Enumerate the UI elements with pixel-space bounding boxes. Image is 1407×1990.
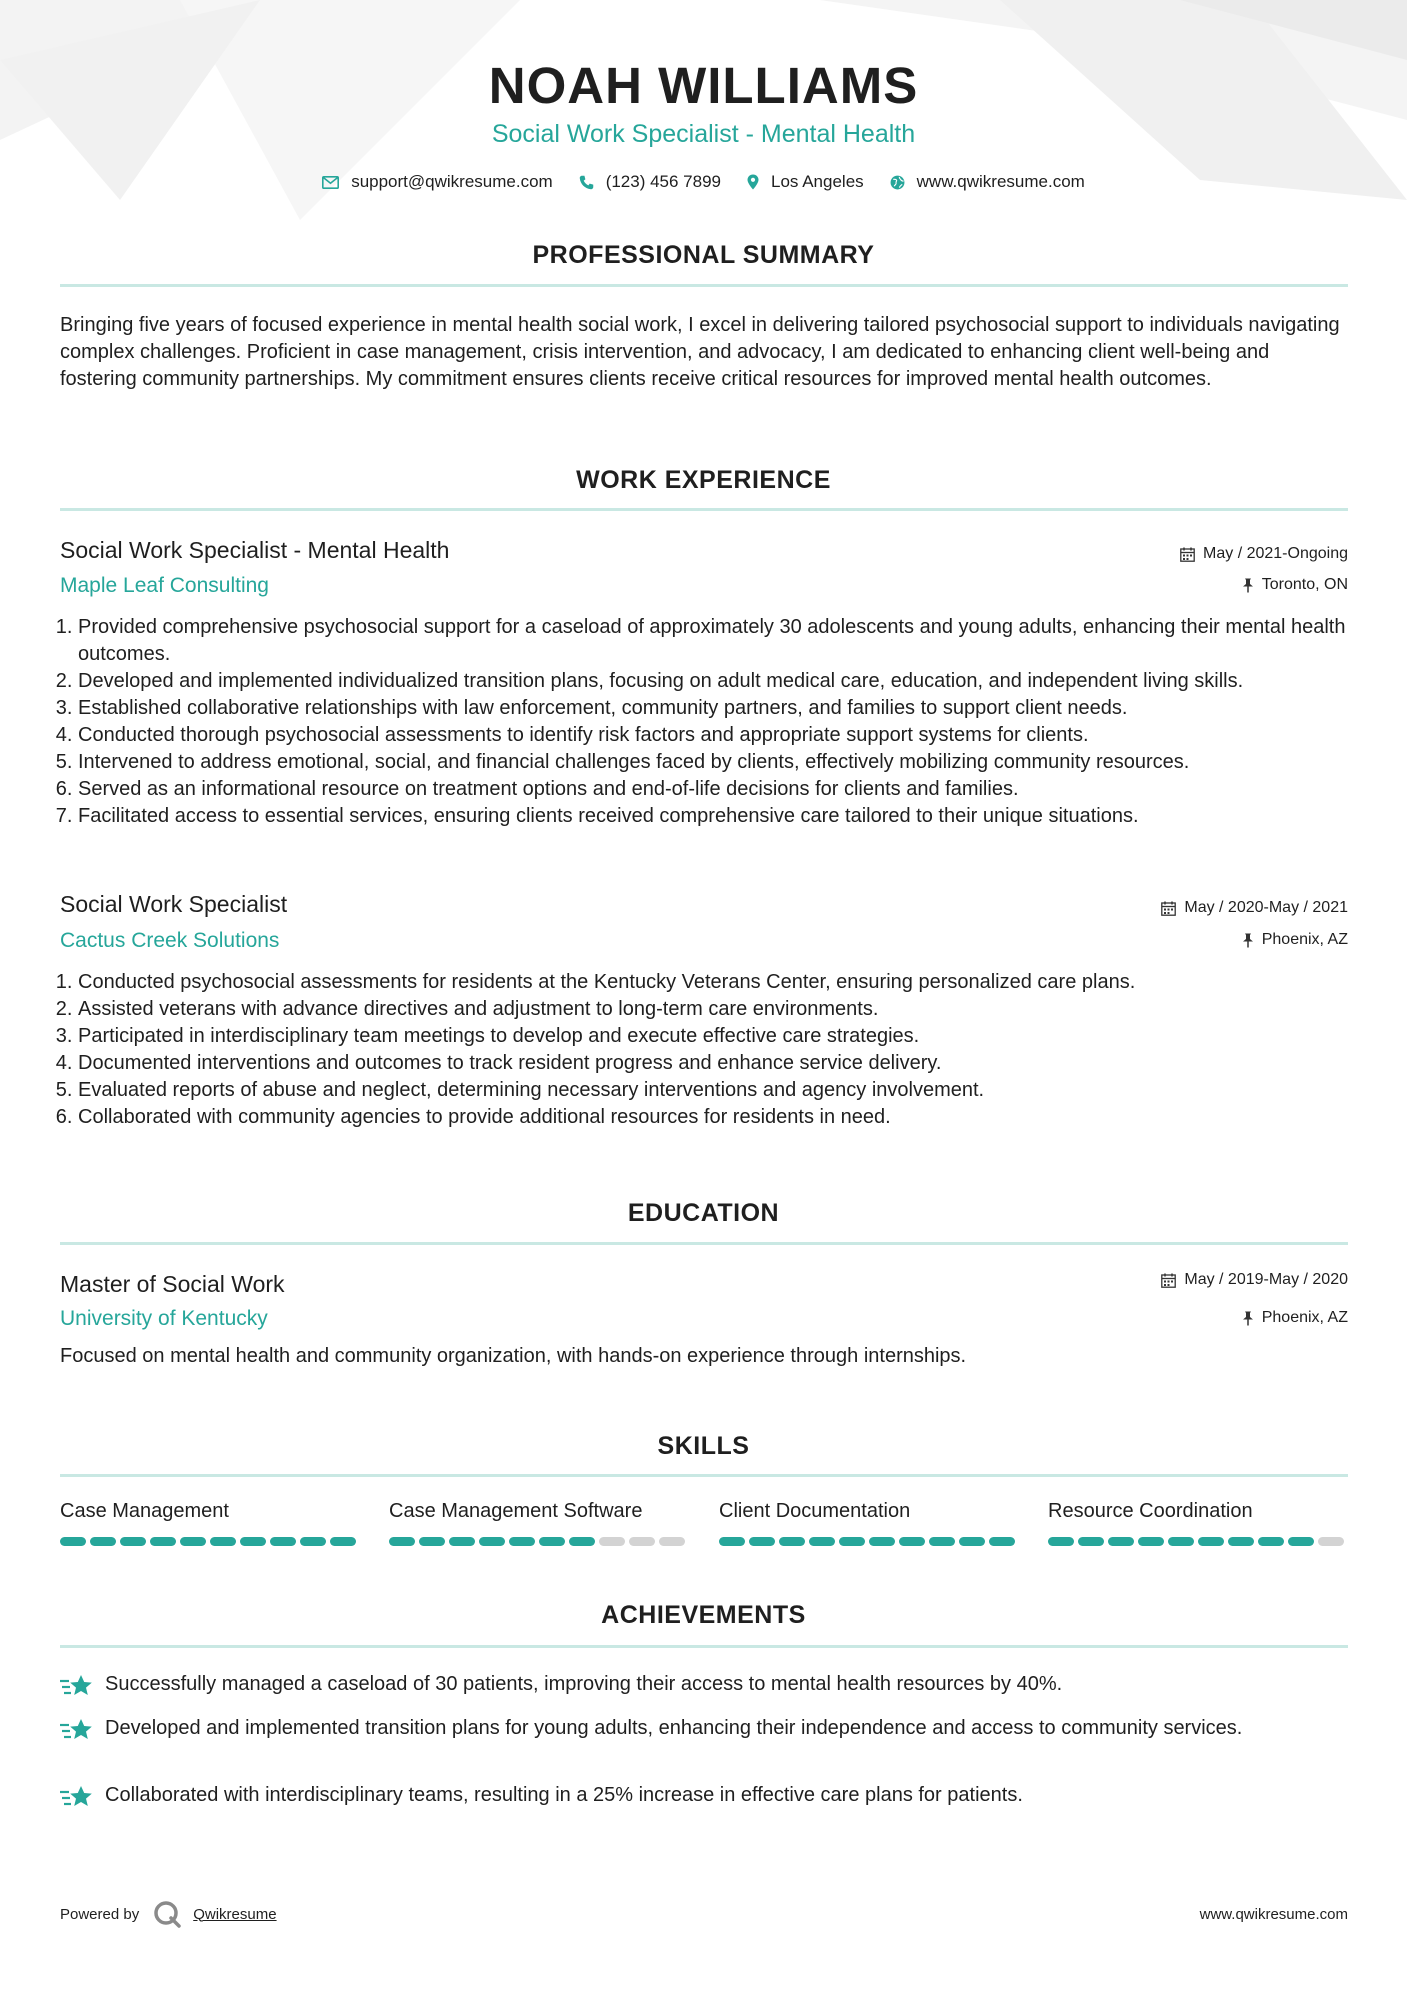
skill-segment-filled <box>779 1537 805 1546</box>
envelope-icon <box>322 176 339 189</box>
job-responsibilities <box>0 969 1350 1131</box>
skill-segment-empty <box>659 1537 685 1546</box>
skill-segment-filled <box>1198 1537 1224 1546</box>
list-item: 1. Provided comprehensive psychosocial support for a caseload of approximately 30 adolescents and young adults, enhancing their mental health outcomes. <box>78 614 1350 668</box>
skill-segment-filled <box>389 1537 415 1546</box>
powered-by-label: Powered by <box>60 1905 140 1923</box>
job-location <box>1242 576 1348 594</box>
experience-divider <box>60 508 1348 511</box>
skill-segment-filled <box>300 1537 326 1546</box>
achievement-text: Collaborated with interdisciplinary teams, resulting in a 25% increase in effective care plans for patients. <box>105 1784 1023 1806</box>
job-dates-text: May / 2021-Ongoing <box>1203 545 1348 562</box>
pushpin-icon <box>1242 578 1254 593</box>
map-pin-icon <box>747 174 759 190</box>
skill-segment-filled <box>1048 1537 1074 1546</box>
skill-item <box>60 1500 360 1546</box>
list-item: 6. Collaborated with community agencies to provide additional resources for residents in need. <box>78 1104 1350 1131</box>
skill-segment-filled <box>869 1537 895 1546</box>
calendar-icon <box>1180 547 1195 562</box>
education-dates <box>1161 1271 1348 1289</box>
contact-email[interactable] <box>322 172 553 192</box>
job-location-text: Toronto, ON <box>1261 576 1348 593</box>
skill-item <box>1048 1500 1348 1546</box>
list-item: 1. Conducted psychosocial assessments for residents at the Kentucky Veterans Center, ensuring personalized care plans. <box>78 969 1350 996</box>
skill-segment-filled <box>1258 1537 1284 1546</box>
phone-icon <box>579 175 594 190</box>
candidate-title: Social Work Specialist - Mental Health <box>491 120 916 148</box>
achievements-heading: ACHIEVEMENTS <box>601 1601 806 1629</box>
skill-segment-filled <box>539 1537 565 1546</box>
skill-segment-filled <box>449 1537 475 1546</box>
skill-segment-empty <box>629 1537 655 1546</box>
calendar-icon <box>1161 1273 1176 1288</box>
skill-segment-filled <box>749 1537 775 1546</box>
skill-name: Client Documentation <box>719 1500 911 1522</box>
qwikresume-link[interactable]: Qwikresume <box>193 1905 277 1923</box>
achievement-item <box>60 1782 1350 1809</box>
star-icon <box>60 1718 93 1742</box>
globe-icon <box>890 175 905 190</box>
skill-segment-filled <box>989 1537 1015 1546</box>
education-location-text: Phoenix, AZ <box>1261 1309 1348 1326</box>
list-item: 7. Facilitated access to essential services, ensuring clients received comprehensive care tailored to their unique situations. <box>78 803 1350 830</box>
skill-name: Case Management <box>60 1500 229 1522</box>
achievement-text: Developed and implemented transition plans for young adults, enhancing their independence and access to community services. <box>105 1717 1243 1739</box>
school-name: University of Kentucky <box>60 1307 268 1330</box>
skill-level-bar <box>389 1537 689 1546</box>
skills-divider <box>60 1474 1348 1477</box>
job-dates <box>1161 899 1348 917</box>
skill-segment-filled <box>719 1537 745 1546</box>
experience-heading: WORK EXPERIENCE <box>576 466 831 494</box>
skill-segment-filled <box>479 1537 505 1546</box>
job-title: Social Work Specialist - Mental Health <box>60 537 450 563</box>
skill-level-bar <box>719 1537 1019 1546</box>
skill-segment-filled <box>839 1537 865 1546</box>
skill-segment-filled <box>180 1537 206 1546</box>
list-item: 6. Served as an informational resource on treatment options and end-of-life decisions for clients and families. <box>78 776 1350 803</box>
skill-segment-filled <box>150 1537 176 1546</box>
job-title: Social Work Specialist <box>60 891 288 917</box>
footer-website[interactable]: www.qwikresume.com <box>1199 1906 1348 1923</box>
skill-segment-filled <box>419 1537 445 1546</box>
star-icon <box>60 1785 93 1809</box>
contact-website-text: www.qwikresume.com <box>916 172 1085 191</box>
job-dates <box>1180 545 1348 563</box>
calendar-icon <box>1161 901 1176 916</box>
education-dates-text: May / 2019-May / 2020 <box>1184 1271 1348 1288</box>
list-item: 2. Developed and implemented individualized transition plans, focusing on adult medical care, education, and independent living skills. <box>78 668 1350 695</box>
skill-segment-filled <box>929 1537 955 1546</box>
candidate-name: NOAH WILLIAMS <box>488 57 919 114</box>
qwikresume-logo-icon <box>153 1900 181 1928</box>
skill-segment-filled <box>330 1537 356 1546</box>
skill-segment-filled <box>509 1537 535 1546</box>
skill-segment-filled <box>569 1537 595 1546</box>
education-heading: EDUCATION <box>627 1199 780 1227</box>
achievement-item <box>60 1715 1350 1742</box>
skill-level-bar <box>1048 1537 1348 1546</box>
job-company: Maple Leaf Consulting <box>60 574 269 597</box>
skill-segment-empty <box>1318 1537 1344 1546</box>
job-dates-text: May / 2020-May / 2021 <box>1184 899 1348 916</box>
achievement-text: Successfully managed a caseload of 30 patients, improving their access to mental health resources by 40%. <box>105 1673 1063 1695</box>
contact-email-text: support@qwikresume.com <box>351 172 553 191</box>
achievement-item <box>60 1671 1350 1698</box>
degree-title: Master of Social Work <box>60 1271 285 1297</box>
list-item: 5. Intervened to address emotional, social, and financial challenges faced by clients, effectively mobilizing community resources. <box>78 749 1350 776</box>
skill-segment-filled <box>899 1537 925 1546</box>
skill-segment-filled <box>210 1537 236 1546</box>
skill-segment-filled <box>120 1537 146 1546</box>
skill-level-bar <box>60 1537 360 1546</box>
contact-location-text: Los Angeles <box>771 172 864 191</box>
job-location <box>1242 931 1348 949</box>
skill-segment-filled <box>90 1537 116 1546</box>
skill-segment-filled <box>1228 1537 1254 1546</box>
pushpin-icon <box>1242 1311 1254 1326</box>
skill-segment-filled <box>809 1537 835 1546</box>
skill-name: Case Management Software <box>389 1500 643 1522</box>
summary-text: Bringing five years of focused experience in mental health social work, I excel in delivering tailored psychosocial support to individuals navigating complex challenges. Proficient in case management, crisis intervention, and advocacy, I am dedicated to enhancing client well-being and fostering community partnerships. My commitment ensures clients receive critical resources for improved mental health outcomes. <box>60 314 1340 390</box>
list-item: 4. Conducted thorough psychosocial assessments to identify risk factors and appropriate support systems for clients. <box>78 722 1350 749</box>
contact-website[interactable] <box>890 172 1085 192</box>
skill-segment-filled <box>270 1537 296 1546</box>
skill-segment-empty <box>599 1537 625 1546</box>
summary-heading: PROFESSIONAL SUMMARY <box>532 241 875 269</box>
education-description: Focused on mental health and community organization, with hands-on experience through internships. <box>60 1345 967 1367</box>
contact-bar <box>0 172 1407 192</box>
skills-heading: SKILLS <box>657 1432 750 1460</box>
skill-segment-filled <box>240 1537 266 1546</box>
skill-segment-filled <box>1288 1537 1314 1546</box>
pushpin-icon <box>1242 933 1254 948</box>
list-item: 2. Assisted veterans with advance directives and adjustment to long-term care environments. <box>78 996 1350 1023</box>
list-item: 4. Documented interventions and outcomes to track resident progress and enhance service delivery. <box>78 1050 1350 1077</box>
skill-segment-filled <box>1108 1537 1134 1546</box>
contact-phone-text: (123) 456 7899 <box>605 172 722 191</box>
skill-item <box>719 1500 1019 1546</box>
skill-segment-filled <box>60 1537 86 1546</box>
contact-phone[interactable] <box>579 172 721 192</box>
list-item: 3. Participated in interdisciplinary team meetings to develop and execute effective care strategies. <box>78 1023 1350 1050</box>
contact-location <box>747 172 864 192</box>
education-divider <box>60 1242 1348 1245</box>
education-location <box>1242 1309 1348 1327</box>
skill-name: Resource Coordination <box>1048 1500 1253 1522</box>
skill-segment-filled <box>1138 1537 1164 1546</box>
skill-segment-filled <box>1168 1537 1194 1546</box>
list-item: 5. Evaluated reports of abuse and neglect, determining necessary interventions and agency involvement. <box>78 1077 1350 1104</box>
summary-divider <box>60 284 1348 287</box>
achievements-divider <box>60 1645 1348 1648</box>
skill-segment-filled <box>1078 1537 1104 1546</box>
list-item: 3. Established collaborative relationships with law enforcement, community partners, and families to support client needs. <box>78 695 1350 722</box>
skill-segment-filled <box>959 1537 985 1546</box>
job-responsibilities <box>0 614 1350 830</box>
skill-item <box>389 1500 689 1546</box>
job-location-text: Phoenix, AZ <box>1261 931 1348 948</box>
footer-powered-by <box>60 1900 277 1928</box>
star-icon <box>60 1674 93 1698</box>
job-company: Cactus Creek Solutions <box>60 929 280 952</box>
